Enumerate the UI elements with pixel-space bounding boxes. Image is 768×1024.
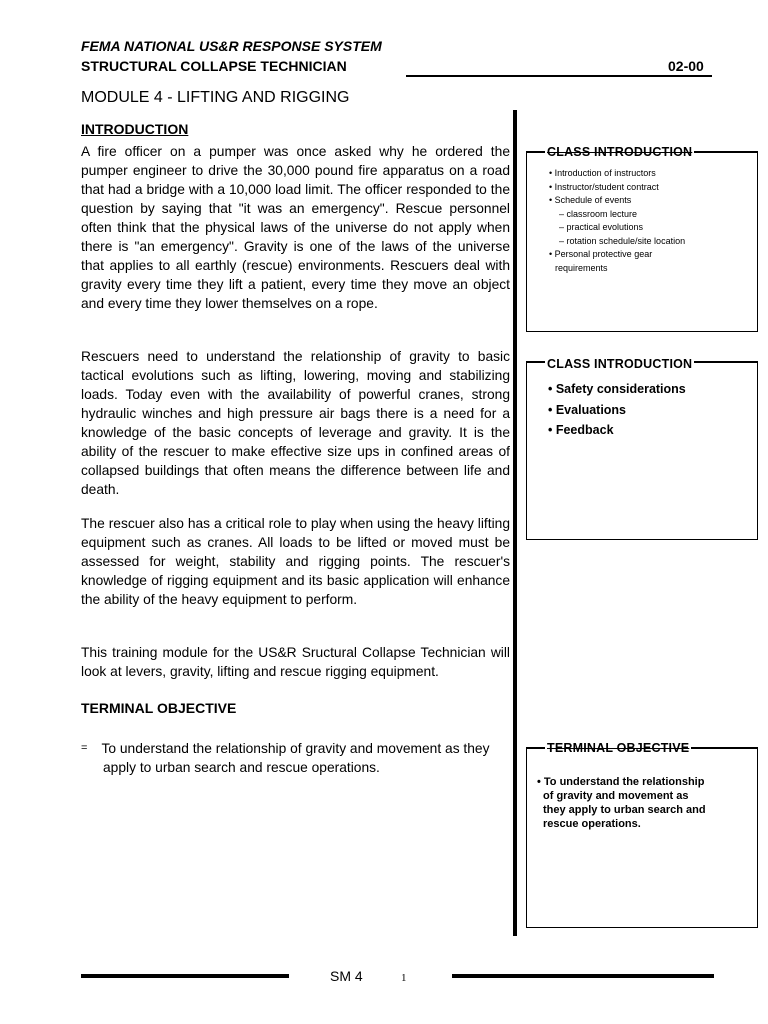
list-item: of gravity and movement as (543, 790, 689, 802)
footer-label: SM 4 (330, 968, 363, 984)
intro-paragraph-2: Rescuers need to understand the relationship of gravity to basic tactical evolutions such as lifting, lowering, moving and stabilizing loads. Today even with the availability of powerful cranes, strong hydraulic winches and high pressure air bags there is a need for a knowledge of the basic concepts of leverage and gravity. It is the ability of the rescuer to make effective size ups in confined areas of collapsed buildings that often means the difference between life and death. (81, 349, 510, 497)
header-rule (406, 75, 712, 77)
box-list (548, 379, 686, 441)
box-title: CLASS INTRODUCTION (547, 357, 693, 371)
intro-paragraph-3: The rescuer also has a critical role to play when using the heavy lifting equipment such as cranes. All loads to be lifted or moved must be assessed for weight, stability and rigging points. The rescuer's knowledge of rigging equipment and its basic application will enhance the ability of the heavy equipment to perform. (81, 516, 510, 607)
intro-paragraph-4: This training module for the US&R Sructural Collapse Technician will look at levers, gravity, lifting and rescue rigging equipment. (81, 645, 510, 679)
list-item: • Schedule of events (549, 195, 632, 205)
list-item: – classroom lecture (559, 208, 638, 219)
header-course: STRUCTURAL COLLAPSE TECHNICIAN (81, 58, 347, 74)
module-title: MODULE 4 - LIFTING AND RIGGING (81, 89, 350, 106)
list-item: • Personal protective gear (549, 249, 653, 259)
sidebar-box-class-intro-2 (526, 357, 758, 540)
box-list (537, 775, 706, 831)
header-org: FEMA NATIONAL US&R RESPONSE SYSTEM (81, 38, 382, 54)
sidebar-box-class-intro-1 (526, 145, 758, 332)
list-item: • Feedback (548, 423, 614, 437)
terminal-objective-text: To understand the relationship of gravity and movement as they apply to urban search and rescue operations. (101, 741, 490, 775)
list-item: • Evaluations (548, 402, 627, 417)
bullet-mark: = (81, 742, 88, 754)
introduction-heading: INTRODUCTION (81, 121, 189, 137)
box-title: CLASS INTRODUCTION (547, 145, 693, 159)
intro-paragraph-1: A fire officer on a pumper was once asked why he ordered the pumper engineer to drive the 30,000 pound fire apparatus on a road that had a bridge with a 10,000 load limit. The officer responded to the question by saying that "it was an emergency". Rescue personnel often think that the physical laws of the universe do not apply when there is "an emergency". Gravity is one of the laws of the universe that applies to all earthly (rescue) environments. Rescuers deal with gravity every time they lift a patient, every time they move an object and every time they lower themselves on a rope. (81, 144, 510, 311)
box-list (549, 167, 685, 275)
page-number: 1 (401, 972, 407, 984)
sidebar-box-terminal-objective (526, 741, 758, 928)
list-item: they apply to urban search and (543, 804, 706, 816)
box-title: TERMINAL OBJECTIVE (547, 741, 690, 755)
list-item: • Introduction of instructors (549, 168, 656, 178)
list-item: – rotation schedule/site location (559, 235, 686, 246)
list-item: rescue operations. (543, 818, 641, 830)
column-divider (513, 110, 517, 936)
list-item: • To understand the relationship (537, 776, 705, 788)
footer-rule-right (452, 974, 714, 978)
terminal-objective-heading: TERMINAL OBJECTIVE (81, 700, 237, 716)
list-item: • Safety considerations (548, 382, 686, 396)
list-item: requirements (555, 262, 608, 273)
terminal-objective-item (81, 739, 523, 777)
footer-rule-left (81, 974, 289, 978)
list-item: – practical evolutions (559, 222, 644, 232)
list-item: • Instructor/student contract (549, 181, 659, 192)
header-code: 02-00 (668, 58, 704, 74)
